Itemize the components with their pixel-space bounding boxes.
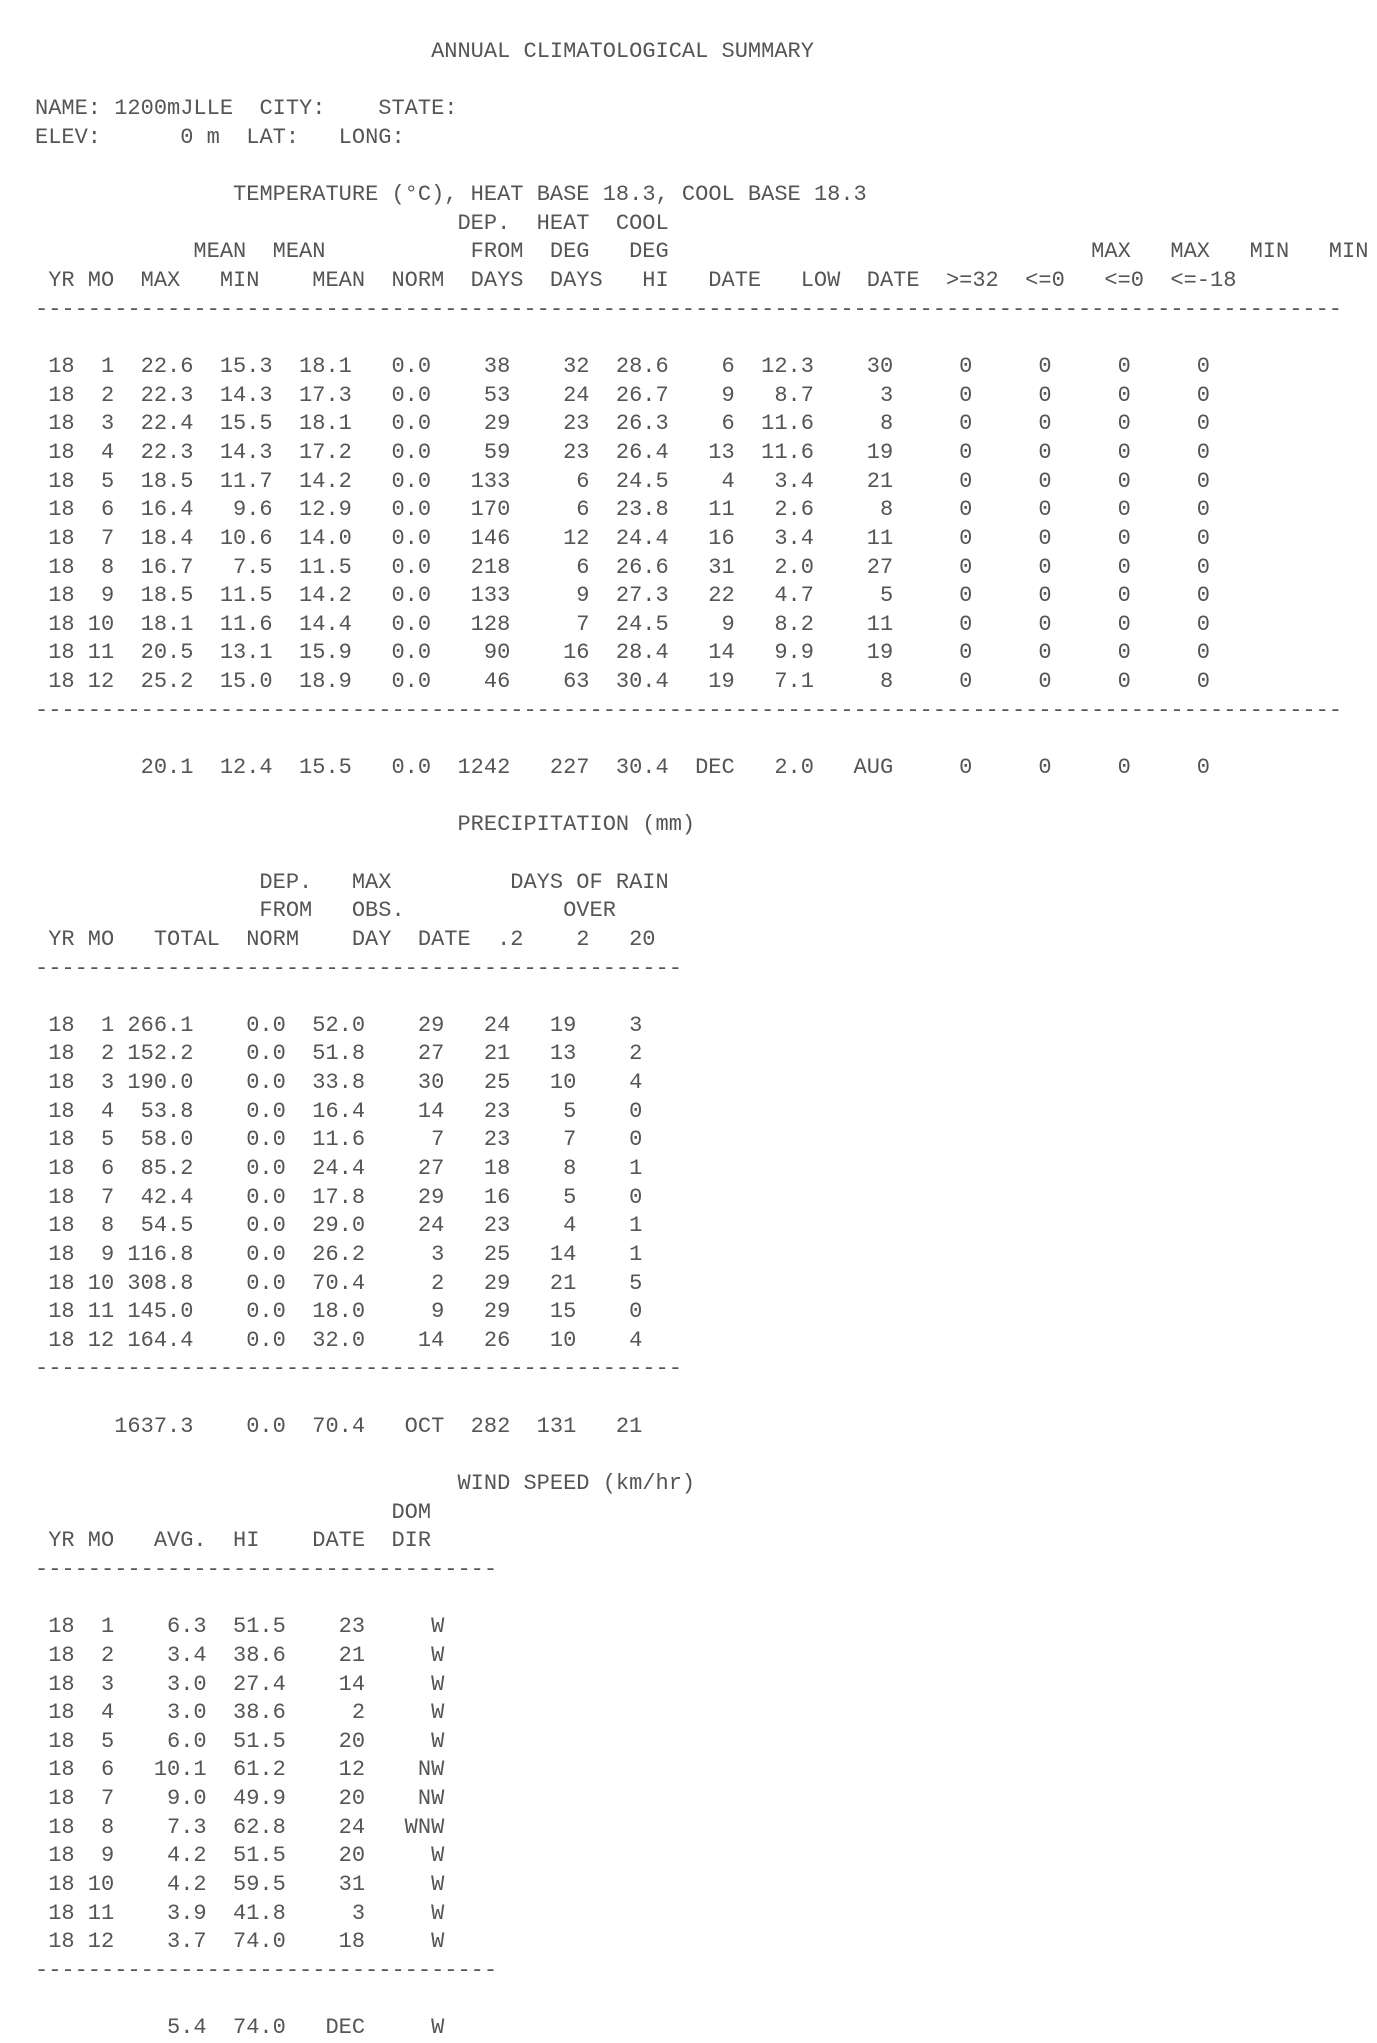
temperature-table-row: 18 2 22.3 14.3 17.3 0.0 53 24 26.7 9 8.7 3 0 0 0 0 xyxy=(35,382,1210,408)
precipitation-separator xyxy=(35,955,1368,984)
blank-line xyxy=(35,840,1368,869)
blank-line xyxy=(35,1585,1368,1614)
temperature-totals-row: 20.1 12.4 15.5 0.0 1242 227 30.4 DEC 2.0 AUG 0 0 0 0 xyxy=(35,755,1210,781)
precipitation-header-text: FROM OBS. OVER xyxy=(35,898,616,924)
wind-table-row: 18 6 10.1 61.2 12 NW xyxy=(35,1757,445,1783)
temperature-table-row: 18 6 16.4 9.6 12.9 0.0 170 6 23.8 11 2.6 8 0 0 0 0 xyxy=(35,497,1210,523)
wind-totals-row: 5.4 74.0 DEC W xyxy=(35,2015,445,2041)
precipitation-separator xyxy=(35,1355,1368,1384)
temperature-title xyxy=(35,181,1368,210)
wind-table-row: 18 10 4.2 59.5 31 W xyxy=(35,1872,445,1897)
name-label: NAME: xyxy=(35,96,102,122)
wind-separator xyxy=(35,1556,1368,1585)
precipitation-table-row: 18 1 266.1 0.0 52.0 29 24 19 3 xyxy=(35,1012,643,1038)
blank-line xyxy=(35,1384,1368,1413)
temperature-title-text: TEMPERATURE (°C), HEAT BASE 18.3, COOL BASE 18.3 xyxy=(233,182,867,208)
temperature-separator xyxy=(35,296,1368,325)
wind-table-row: 18 11 3.9 41.8 3 W xyxy=(35,1900,445,1926)
climatological-summary-report xyxy=(35,38,1368,2043)
blank-line xyxy=(35,983,1368,1012)
wind-table-row: 18 3 3.0 27.4 14 W xyxy=(35,1671,445,1697)
blank-line xyxy=(35,1986,1368,2015)
wind-table-row: 18 2 3.4 38.6 21 W xyxy=(35,1642,445,1668)
precipitation-title xyxy=(35,811,1368,840)
wind-table-row: 18 4 3.0 38.6 2 W xyxy=(35,1700,445,1726)
temperature-table-row: 18 1 22.6 15.3 18.1 0.0 38 32 28.6 6 12.3 30 0 0 0 0 xyxy=(35,354,1210,380)
wind-header-row xyxy=(35,1527,1368,1556)
separator: ----------------------------------- xyxy=(35,1957,498,1983)
precipitation-header-row xyxy=(35,869,1368,898)
precipitation-table-row: 18 11 145.0 0.0 18.0 9 29 15 0 xyxy=(35,1299,643,1325)
temperature-table-row: 18 10 18.1 11.6 14.4 0.0 128 7 24.5 9 8.2 11 0 0 0 0 xyxy=(35,611,1210,637)
precipitation-table-row: 18 7 42.4 0.0 17.8 29 16 5 0 xyxy=(35,1184,643,1210)
temperature-table-row: 18 3 22.4 15.5 18.1 0.0 29 23 26.3 6 11.6 8 0 0 0 0 xyxy=(35,411,1210,437)
wind-table-row: 18 12 3.7 74.0 18 W xyxy=(35,1929,445,1955)
wind-table-row: 18 7 9.0 49.9 20 NW xyxy=(35,1786,445,1812)
blank-line xyxy=(35,153,1368,182)
precipitation-table-row: 18 10 308.8 0.0 70.4 2 29 21 5 xyxy=(35,1270,643,1296)
precipitation-table-row: 18 4 53.8 0.0 16.4 14 23 5 0 xyxy=(35,1098,643,1124)
precipitation-table-row: 18 2 152.2 0.0 51.8 27 21 13 2 xyxy=(35,1041,643,1067)
precipitation-table-row: 18 5 58.0 0.0 11.6 7 23 7 0 xyxy=(35,1127,643,1153)
wind-header-row xyxy=(35,1499,1368,1528)
temperature-header-text: DEP. HEAT COOL xyxy=(35,210,669,236)
temperature-table-row: 18 5 18.5 11.7 14.2 0.0 133 6 24.5 4 3.4 21 0 0 0 0 xyxy=(35,468,1210,494)
blank-line xyxy=(35,67,1368,96)
report-title-text: ANNUAL CLIMATOLOGICAL SUMMARY xyxy=(431,39,814,64)
elev-value: 0 m xyxy=(180,124,220,150)
separator: --------------------------------------------------------------------------------------------------- xyxy=(35,697,1343,723)
separator: ------------------------------------------------- xyxy=(35,955,682,981)
temperature-table-row: 18 7 18.4 10.6 14.0 0.0 146 12 24.4 16 3.4 11 0 0 0 0 xyxy=(35,525,1210,551)
station-name-line xyxy=(35,95,1368,124)
precipitation-title-text: PRECIPITATION (mm) xyxy=(457,812,696,838)
report-title xyxy=(35,38,1368,67)
temperature-table-row: 18 8 16.7 7.5 11.5 0.0 218 6 26.6 31 2.0 27 0 0 0 0 xyxy=(35,554,1210,580)
wind-header-text: DOM xyxy=(35,1499,432,1525)
elev-label: ELEV: xyxy=(35,124,102,150)
precipitation-table-row: 18 6 85.2 0.0 24.4 27 18 8 1 xyxy=(35,1155,643,1181)
precipitation-header-row xyxy=(35,926,1368,955)
precipitation-table-row: 18 3 190.0 0.0 33.8 30 25 10 4 xyxy=(35,1070,643,1096)
precipitation-table-row: 18 12 164.4 0.0 32.0 14 26 10 4 xyxy=(35,1327,643,1353)
blank-line xyxy=(35,1441,1368,1470)
precipitation-header-text: DEP. MAX DAYS OF RAIN xyxy=(35,869,669,895)
wind-title-text: WIND SPEED (km/hr) xyxy=(457,1471,696,1497)
wind-table-row: 18 5 6.0 51.5 20 W xyxy=(35,1728,445,1754)
blank-line xyxy=(35,783,1368,812)
precipitation-table-row: 18 9 116.8 0.0 26.2 3 25 14 1 xyxy=(35,1241,643,1267)
wind-header-text: YR MO AVG. HI DATE DIR xyxy=(35,1528,432,1554)
wind-table-row: 18 8 7.3 62.8 24 WNW xyxy=(35,1814,445,1840)
temperature-header-row xyxy=(35,238,1368,267)
separator: --------------------------------------------------------------------------------------------------- xyxy=(35,296,1343,322)
precipitation-totals-row: 1637.3 0.0 70.4 OCT 282 131 21 xyxy=(35,1413,643,1439)
temperature-header-text: YR MO MAX MIN MEAN NORM DAYS DAYS HI DATE LOW DATE >=32 <=0 <=0 <=-18 xyxy=(35,268,1237,294)
wind-separator xyxy=(35,1957,1368,1986)
blank-line xyxy=(35,725,1368,754)
long-label: LONG: xyxy=(338,124,405,150)
station-elev-line xyxy=(35,124,1368,153)
state-label: STATE: xyxy=(378,96,458,122)
station-name: 1200mJLLE xyxy=(114,96,234,122)
city-label: CITY: xyxy=(259,96,326,122)
temperature-table-row: 18 12 25.2 15.0 18.9 0.0 46 63 30.4 19 7.1 8 0 0 0 0 xyxy=(35,669,1210,695)
wind-table-row: 18 1 6.3 51.5 23 W xyxy=(35,1614,445,1640)
temperature-header-row xyxy=(35,267,1368,296)
precipitation-header-row xyxy=(35,897,1368,926)
temperature-table-row: 18 9 18.5 11.5 14.2 0.0 133 9 27.3 22 4.7 5 0 0 0 0 xyxy=(35,583,1210,609)
temperature-table-row: 18 4 22.3 14.3 17.2 0.0 59 23 26.4 13 11.6 19 0 0 0 0 xyxy=(35,439,1210,465)
temperature-header-text: MEAN MEAN FROM DEG DEG MAX MAX MIN MIN xyxy=(35,239,1369,265)
blank-line xyxy=(35,324,1368,353)
temperature-header-row xyxy=(35,210,1368,239)
wind-title xyxy=(35,1470,1368,1499)
lat-label: LAT: xyxy=(246,124,300,150)
temperature-separator xyxy=(35,697,1368,726)
separator: ------------------------------------------------- xyxy=(35,1356,682,1382)
temperature-table-row: 18 11 20.5 13.1 15.9 0.0 90 16 28.4 14 9.9 19 0 0 0 0 xyxy=(35,640,1210,666)
wind-table-row: 18 9 4.2 51.5 20 W xyxy=(35,1843,445,1869)
precipitation-header-text: YR MO TOTAL NORM DAY DATE .2 2 20 xyxy=(35,926,656,952)
separator: ----------------------------------- xyxy=(35,1556,498,1582)
precipitation-table-row: 18 8 54.5 0.0 29.0 24 23 4 1 xyxy=(35,1213,643,1239)
